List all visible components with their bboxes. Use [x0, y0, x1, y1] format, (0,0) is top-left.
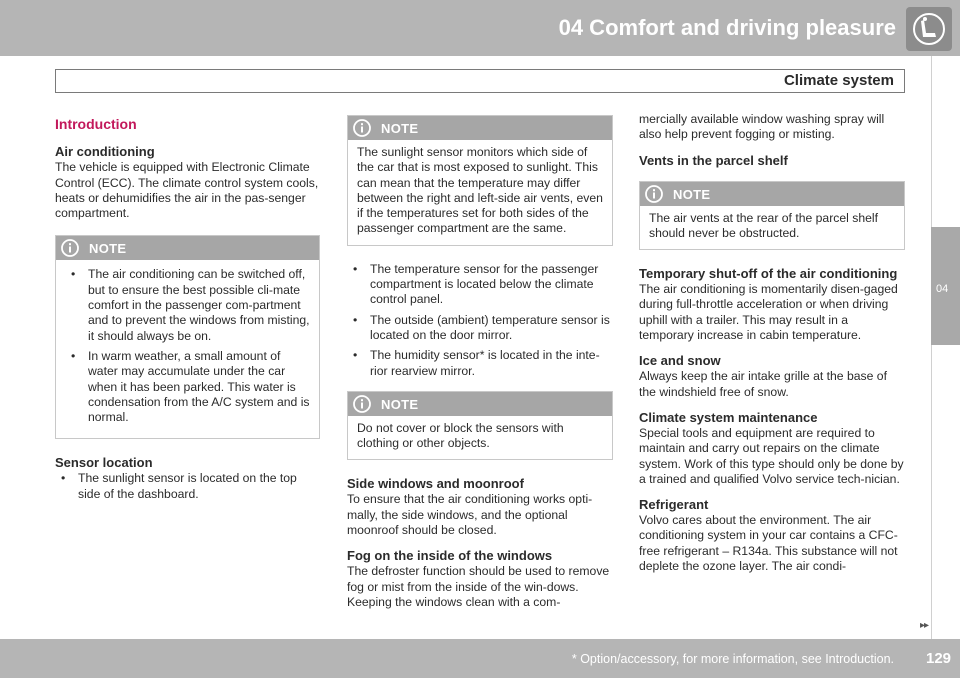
column-2	[347, 112, 613, 620]
refrigerant-text: Volvo cares about the environment. The air conditioning system in your car contains a CFC-free refrigerant – R134a. This substance will not deplete the ozone layer. The air condi-	[639, 513, 898, 574]
note-box	[347, 391, 613, 461]
list-item: • The temperature sensor for the passenger compartment is located below the climate control panel.	[347, 262, 613, 308]
note-box	[55, 235, 320, 439]
shutoff-text: The air conditioning is momentarily disen-gaged during full-throttle acceleration or when driving uphill with a trailer. This may result in a temporary increase in cabin temperature.	[639, 282, 898, 343]
note-label: NOTE	[381, 396, 419, 412]
note-label: NOTE	[673, 186, 711, 202]
vents-heading: Vents in the parcel shelf	[639, 152, 788, 168]
list-item: • In warm weather, a small amount of water may accumulate under the car when it has been parked. This water is condensation from the A/C system and is normal.	[65, 349, 310, 425]
note-bullet-list	[65, 267, 310, 425]
chapter-title: 04 Comfort and driving pleasure	[558, 15, 896, 40]
note-label: NOTE	[381, 121, 419, 136]
shutoff-heading: Temporary shut-off of the air conditioning	[639, 266, 898, 282]
note-text: The air vents at the rear of the parcel shelf should never be obstructed.	[649, 210, 878, 240]
note-header	[348, 116, 612, 140]
sensor-bullet-list	[347, 262, 613, 379]
air-conditioning-text: The vehicle is equipped with Electronic Climate Control (ECC). The climate control system cools, heats or dehumidifies the air in the pas-senger compartment.	[55, 160, 319, 221]
section-bar	[55, 69, 905, 93]
list-item: • The outside (ambient) temperature sensor is located on the door mirror.	[347, 313, 613, 344]
note-box	[639, 181, 905, 251]
chapter-side-tab-label: 04	[936, 283, 949, 295]
seat-icon	[906, 7, 952, 51]
side-windows-text: To ensure that the air conditioning works opti-mally, the side windows, and the optional moonroof should be closed.	[347, 492, 593, 538]
note-header	[56, 236, 319, 260]
list-item: • The air conditioning can be switched off, but to ensure the best possible cli-mate comfort in the passenger com-partment and to prevent the windows from misting, it should always be on.	[65, 267, 310, 343]
section-title: Climate system	[783, 72, 894, 89]
column-1	[55, 112, 320, 510]
info-icon	[645, 185, 663, 203]
fog-text: The defroster function should be used to remove fog or mist from the inside of the win-dows. Keeping the windows clean with a com-	[347, 564, 610, 609]
column-3	[639, 112, 905, 584]
continued-text: mercially available window washing spray will also help prevent fogging or misting.	[639, 112, 885, 142]
note-header	[348, 392, 612, 416]
note-text: The sunlight sensor monitors which side of the car that is most exposed to sunlight. This can mean that the temperature may differ between the right and left-side air vents, even if the temperatures set for both sides of the passenger compartment are the same.	[357, 145, 603, 236]
info-icon	[61, 239, 79, 257]
maintenance-heading: Climate system maintenance	[639, 409, 818, 425]
introduction-heading: Introduction	[55, 116, 137, 132]
note-header	[640, 182, 904, 206]
list-item: • The sunlight sensor is located on the top side of the dashboard.	[55, 471, 320, 502]
note-text: Do not cover or block the sensors with clothing or other objects.	[357, 420, 564, 451]
air-conditioning-heading: Air conditioning	[55, 144, 155, 160]
sensor-bullet-list	[55, 471, 320, 502]
side-windows-heading: Side windows and moonroof	[347, 476, 524, 492]
side-strip	[931, 56, 960, 639]
ice-snow-heading: Ice and snow	[639, 353, 721, 369]
sensor-location-heading: Sensor location	[55, 455, 153, 471]
info-icon	[353, 119, 371, 137]
info-icon	[353, 395, 371, 413]
ice-snow-text: Always keep the air intake grille at the base of the windshield free of snow.	[639, 369, 887, 399]
note-label: NOTE	[89, 241, 127, 257]
continue-marker: ▸▸	[920, 620, 929, 631]
page-number: 129	[926, 650, 952, 667]
maintenance-text: Special tools and equipment are required to maintain and carry out repairs on the climate system. Work of this type should only be done by a trained and qualified Volvo service tech-nician.	[639, 425, 904, 486]
note-box	[347, 115, 613, 246]
fog-heading: Fog on the inside of the windows	[347, 548, 553, 564]
refrigerant-heading: Refrigerant	[639, 497, 709, 513]
list-item: • The humidity sensor* is located in the inte-rior rearview mirror.	[347, 348, 613, 379]
footnote: * Option/accessory, for more information, see Introduction.	[571, 652, 894, 666]
